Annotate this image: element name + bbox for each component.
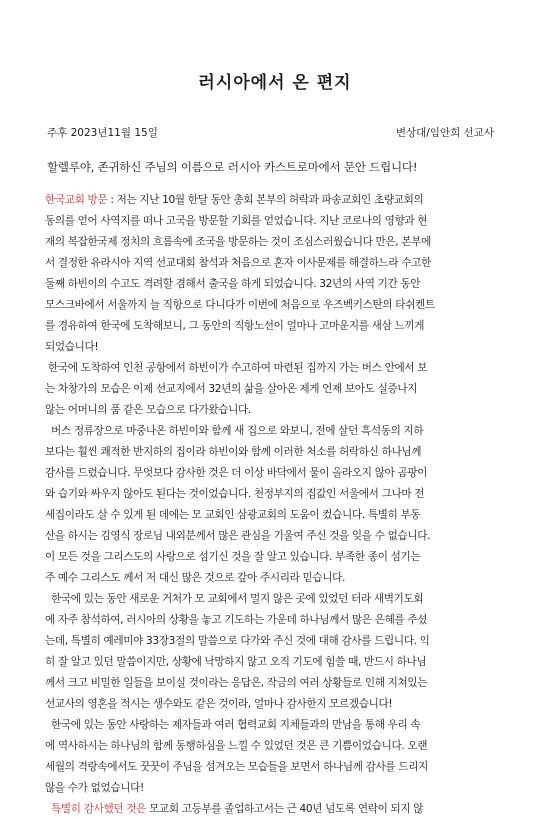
- body-text: 산을 하시는 김영식 장로님 내외분께서 많은 관심을 기울여 주신 것을 잊을 수 없습니다.: [45, 530, 431, 542]
- body-line: [45, 778, 507, 799]
- body-text: 에 역사하시는 하나님의 함께 동행하심을 느낄 수 있었던 것은 큰 기쁨이었습니다. 오랜: [45, 740, 428, 752]
- body-text: 주 예수 그리스도 께서 저 대신 많은 것으로 갚아 주시리라 믿습니다.: [45, 572, 346, 584]
- body-text: 않을 수가 없었습니다!: [45, 782, 144, 794]
- body-line: [45, 274, 507, 295]
- body-line: [45, 484, 507, 505]
- body-line: [45, 316, 507, 337]
- body-text: 선교사의 영혼을 적시는 생수와도 같은 것이라, 얼마나 감사한지 모르겠습니다!: [45, 698, 393, 710]
- body-line: [45, 295, 507, 316]
- body-line: [45, 337, 507, 358]
- body-line: [45, 253, 507, 274]
- body-text: 재의 복잡한국제 정치의 흐름속에 조국을 방문하는 것이 조심스러웠습니다 만은, 본부에: [45, 236, 431, 248]
- body-text: 버스 정류장으로 마중나온 하빈이와 함께 새 집으로 와보니, 전에 살던 흑석동의 지하: [45, 425, 424, 437]
- body-text: 는데, 특별히 예레미야 33장3절의 말씀으로 다가와 주신 것에 대해 감사를 드립니다. 익: [45, 635, 430, 647]
- body-line: [45, 463, 507, 484]
- letter-greeting: 할렐루야, 존귀하신 주님의 이름으로 러시아 카스트로마에서 문안 드립니다!: [47, 160, 418, 174]
- body-text: 이 모든 것을 그리스도의 사랑으로 섬기신 것을 잘 알고 있습니다. 부족한 종이 섬기는: [45, 551, 421, 563]
- body-line: [45, 715, 507, 736]
- body-text: 모교회 고등부를 졸업하고서는 근 40년 넘도록 연락이 되지 않: [149, 803, 424, 815]
- body-line: [45, 568, 507, 589]
- highlighted-phrase: 한국교회 방문: [45, 194, 111, 206]
- body-line: [45, 610, 507, 631]
- body-text: 에 자주 참석하여, 러시아의 상황을 놓고 기도하는 가운데 하나님께서 많은 은혜를 주셨: [45, 614, 428, 626]
- body-text: 를 경유하여 한국에 도착해보니, 그 동안의 직항노선이 얼마나 고마운지를 새삼 느끼게: [45, 320, 425, 332]
- body-line: [45, 190, 507, 211]
- body-line: [45, 358, 507, 379]
- letter-author: 변상대/임안희 선교사: [395, 127, 494, 139]
- body-text: 않는 어머니의 품 같은 모습으로 다가왔습니다.: [45, 404, 251, 416]
- body-text: 되었습니다!: [45, 341, 99, 353]
- body-line: [45, 673, 507, 694]
- body-line: [45, 736, 507, 757]
- body-text: 보다는 훨씬 쾌적한 반지하의 집이라 하빈이와 함께 이러한 처소를 허락하신 하나님께: [45, 446, 422, 458]
- body-line: [45, 442, 507, 463]
- body-line: [45, 589, 507, 610]
- body-text: 한국에 도착하여 인천 공항에서 하빈이가 수고하여 마련된 집까지 가는 버스 안에서 보: [45, 362, 428, 374]
- body-line: [45, 211, 507, 232]
- body-text: 와 습기와 싸우지 않아도 된다는 것이었습니다. 천정부지의 집값인 서울에서 그나마 전: [45, 488, 425, 500]
- body-line: [45, 799, 507, 820]
- body-text: 한국에 있는 동안 사랑하는 제자들과 여러 협력교회 지체들과의 만남을 통해 우리 속: [45, 719, 421, 731]
- body-line: [45, 631, 507, 652]
- body-text: 께서 크고 비밀한 일들을 보이실 것이라는 응답은, 작금의 여러 상황들로 인해 지쳐있는: [45, 677, 428, 689]
- body-line: [45, 421, 507, 442]
- body-text: 는 차창가의 모습은 이제 선교지에서 32년의 삶을 살아온 제게 언제 보아도 실증나지: [45, 383, 418, 395]
- body-text: : 저는 지난 10월 한달 동안 총회 본부의 허락과 파송교회인 초량교회의: [110, 194, 424, 206]
- highlighted-phrase: 특별히 감사했던 것은: [45, 803, 150, 815]
- body-text: 한국에 있는 동안 새로운 거처가 모 교회에서 멀지 않은 곳에 있었던 터라 새벽기도회: [45, 593, 424, 605]
- body-line: [45, 526, 507, 547]
- body-line: [45, 505, 507, 526]
- body-text: 서 결정한 유라시아 지역 선교대회 참석과 처음으로 혼자 이사문제를 해결하느라 수고한: [45, 257, 431, 269]
- body-text: 히 잘 알고 있던 말씀이지만, 상황에 낙망하지 않고 오직 기도에 힘쓸 때, 반드시 하나님: [45, 656, 427, 668]
- body-text: 모스크바에서 서울까지 늘 직항으로 다니다가 이번에 처음으로 우즈벡키스탄의 타쉬켄트: [45, 299, 435, 311]
- body-text: 세월의 격랑속에서도 꿋꿋이 주님을 섬겨오는 모습들을 보면서 하나님께 감사를 드리지: [45, 761, 428, 773]
- body-line: [45, 379, 507, 400]
- letter-title: 러시아에서 온 편지: [198, 73, 352, 93]
- body-text: 세집이라도 살 수 있게 된 데에는 모 교회인 삼광교회의 도움이 컸습니다. 특별히 부동: [45, 509, 421, 521]
- body-line: [45, 694, 507, 715]
- body-line: [45, 652, 507, 673]
- body-line: [45, 400, 507, 421]
- letter-body: [45, 190, 507, 820]
- body-line: [45, 547, 507, 568]
- letter-date: 주후 2023년11월 15일: [47, 127, 158, 139]
- body-text: 둘째 하빈이의 수고도 격려할 겸해서 출국을 하게 되었습니다. 32년의 사역 기간 동안: [45, 278, 421, 290]
- body-line: [45, 232, 507, 253]
- body-text: 감사를 드렸습니다. 무엇보다 감사한 것은 더 이상 바닥에서 물이 올라오지 않아 곰팡이: [45, 467, 428, 479]
- body-text: 동의를 얻어 사역지를 떠나 고국을 방문할 기회를 얻었습니다. 지난 코로나의 영향과 현: [45, 215, 428, 227]
